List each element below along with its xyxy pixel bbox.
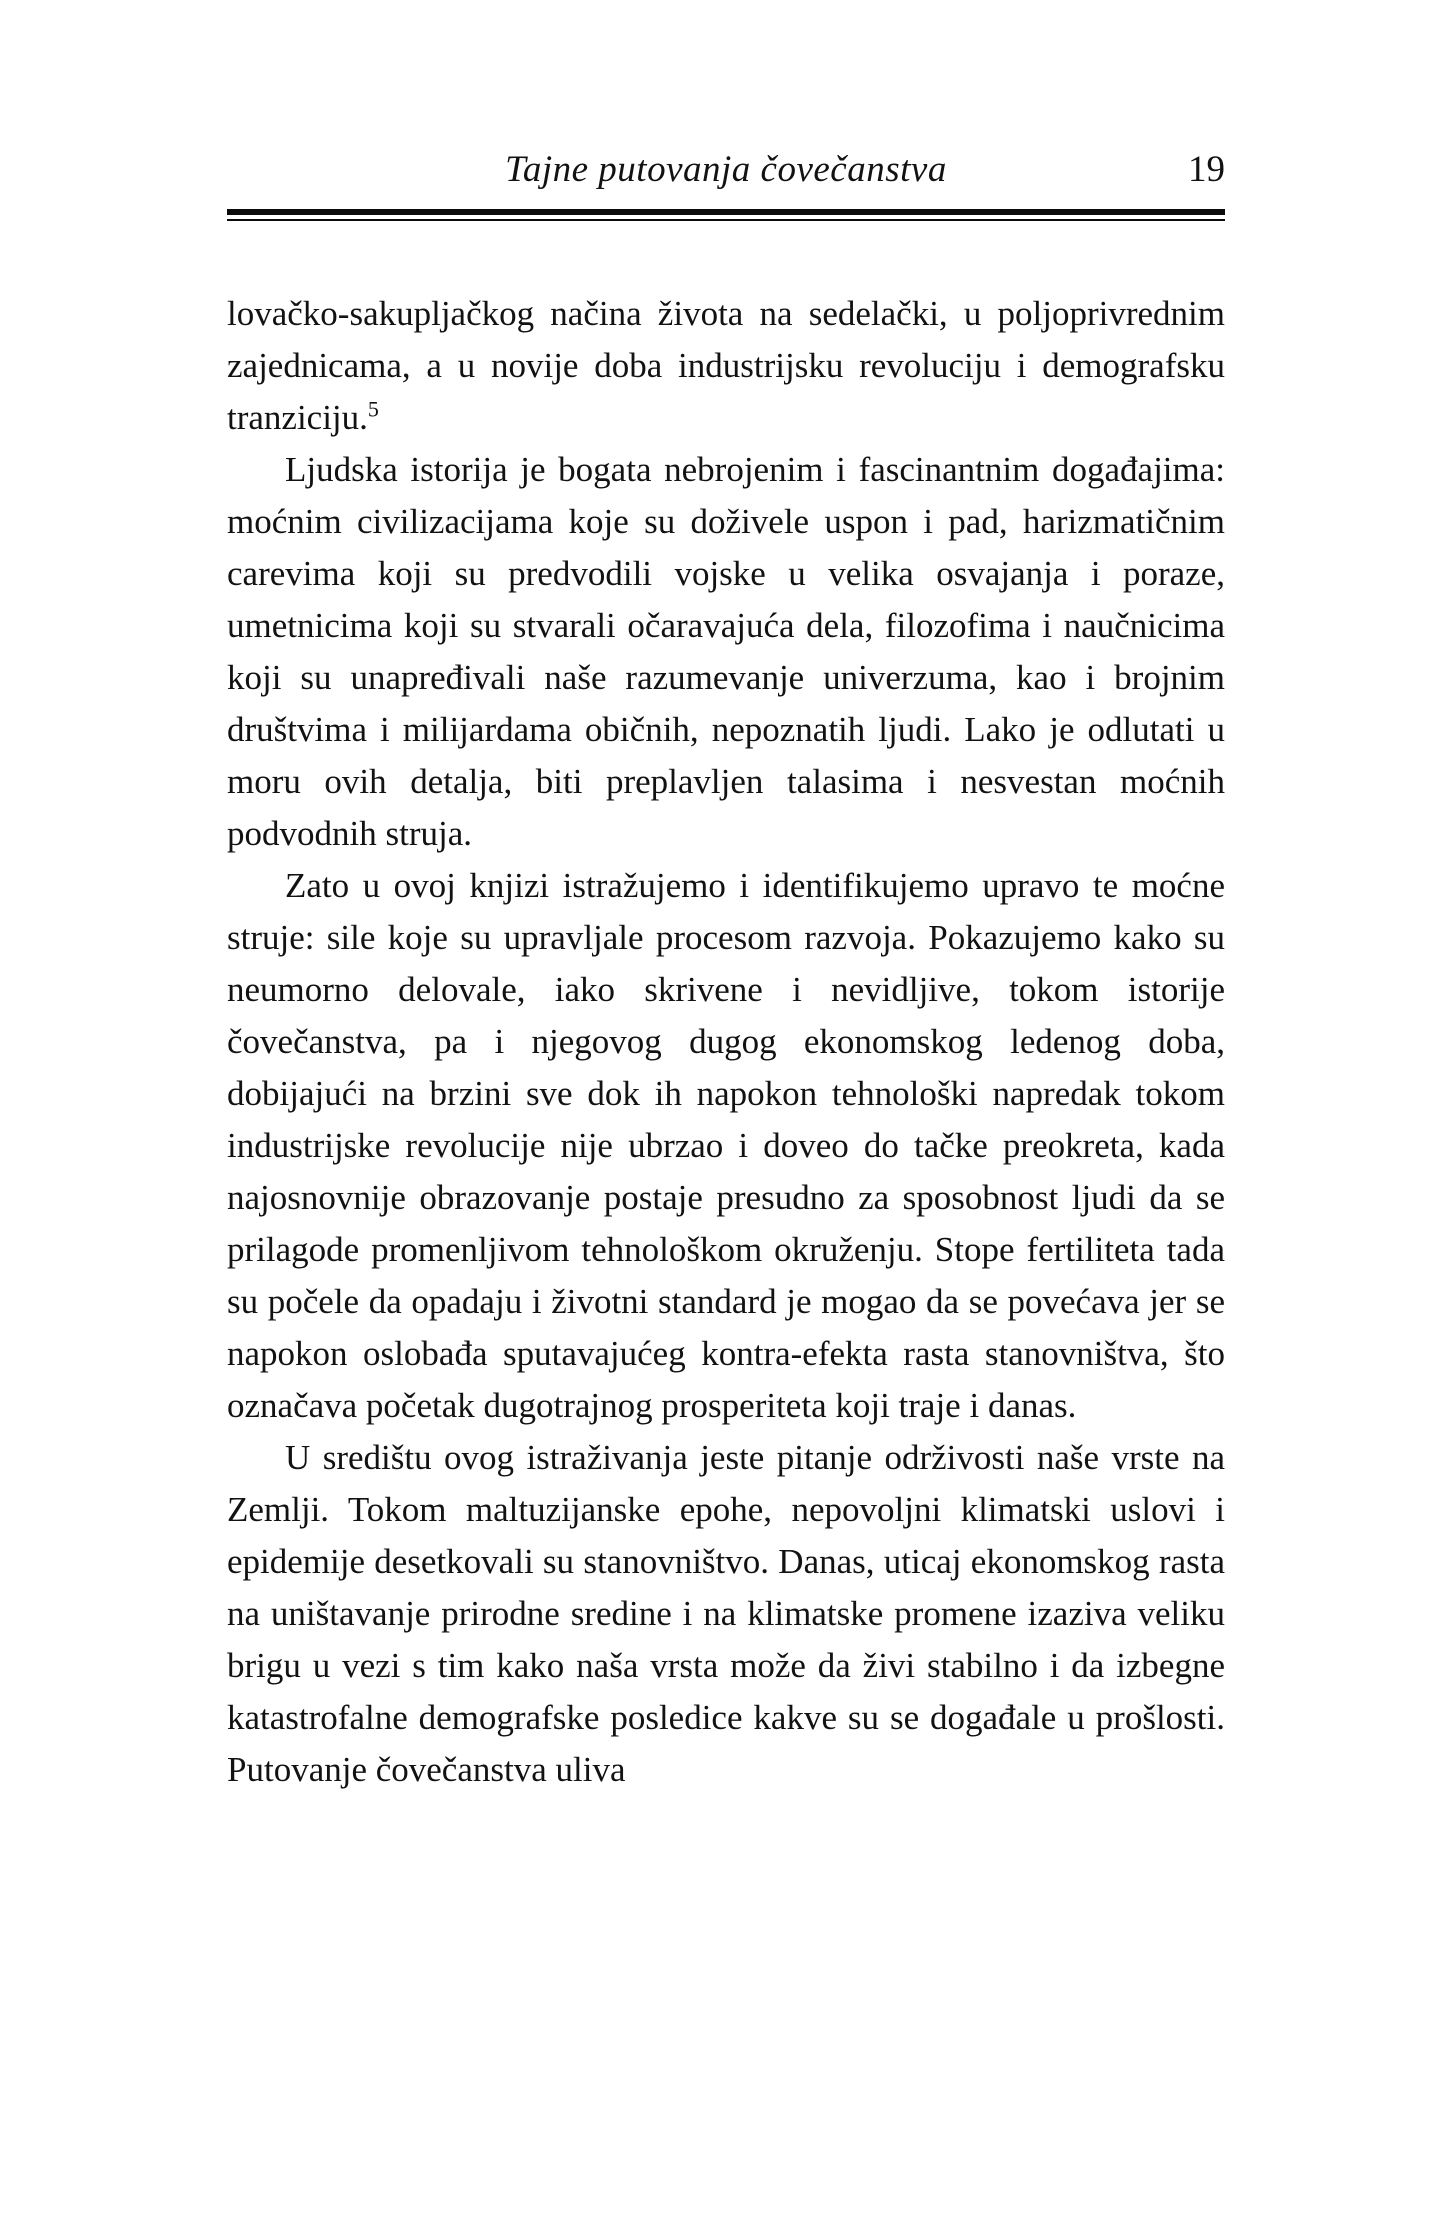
- page-number: 19: [1188, 149, 1225, 190]
- paragraph-text: lovačko-sakupljačkog načina života na sedelački, u poljoprivrednim zajednicama, a u novije doba industrijsku revoluciju i demografsku tranziciju.: [227, 294, 1225, 437]
- running-head-title: Tajne putovanja čovečanstva: [505, 149, 947, 190]
- paragraph: [227, 1432, 1225, 1796]
- paragraph-text: Ljudska istorija je bogata nebrojenim i fascinantnim događajima: moćnim civilizacijama koje su doživele uspon i pad, harizmatičnim carevima koji su predvodili vojske u velika osvajanja i poraze, umetnicima koji su stvarali očaravajuća dela, filozofima i naučnicima koji su unapređivali naše razumevanje univerzuma, kao i brojnim društvima i milijardama običnih, nepoznatih ljudi. Lako je odlutati u moru ovih detalja, biti preplavljen talasima i nesvestan moćnih podvodnih struja.: [227, 450, 1225, 853]
- header-rule-thin: [227, 219, 1225, 221]
- paragraph: [227, 288, 1225, 444]
- paragraph: [227, 860, 1225, 1432]
- body-text: [227, 288, 1225, 1796]
- header-rule: [227, 209, 1225, 221]
- paragraph: [227, 444, 1225, 860]
- running-head: [227, 146, 1225, 194]
- paragraph-text: Zato u ovoj knjizi istražujemo i identifikujemo upravo te moćne struje: sile koje su upravljale procesom razvoja. Pokazujemo kako su neumorno delovale, iako skrivene i nevidljive, tokom istorije čovečanstva, pa i njegovog dugog ekonomskog ledenog doba, dobijajući na brzini sve dok ih napokon tehnološki napredak tokom industrijske revolucije nije ubrzao i doveo do tačke preokreta, kada najosnovnije obrazovanje postaje presudno za sposobnost ljudi da se prilagode promenljivom tehnološkom okruženju. Stope fertiliteta tada su počele da opadaju i životni standard je mogao da se povećava jer se napokon oslobađa sputavajućeg kontra-efekta rasta stanovništva, što označava početak dugotrajnog prosperiteta koji traje i danas.: [227, 866, 1225, 1425]
- header-rule-thick: [227, 209, 1225, 215]
- footnote-ref: 5: [367, 396, 379, 422]
- paragraph-text: U središtu ovog istraživanja jeste pitanje održivosti naše vrste na Zemlji. Tokom maltuzijanske epohe, nepovoljni klimatski uslovi i epidemije desetkovali su stanovništvo. Danas, uticaj ekonomskog rasta na uništavanje prirodne sredine i na klimatske promene izaziva veliku brigu u vezi s tim kako naša vrsta može da živi stabilno i da izbegne katastrofalne demografske posledice kakve su se događale u prošlosti. Putovanje čovečanstva uliva: [227, 1438, 1225, 1789]
